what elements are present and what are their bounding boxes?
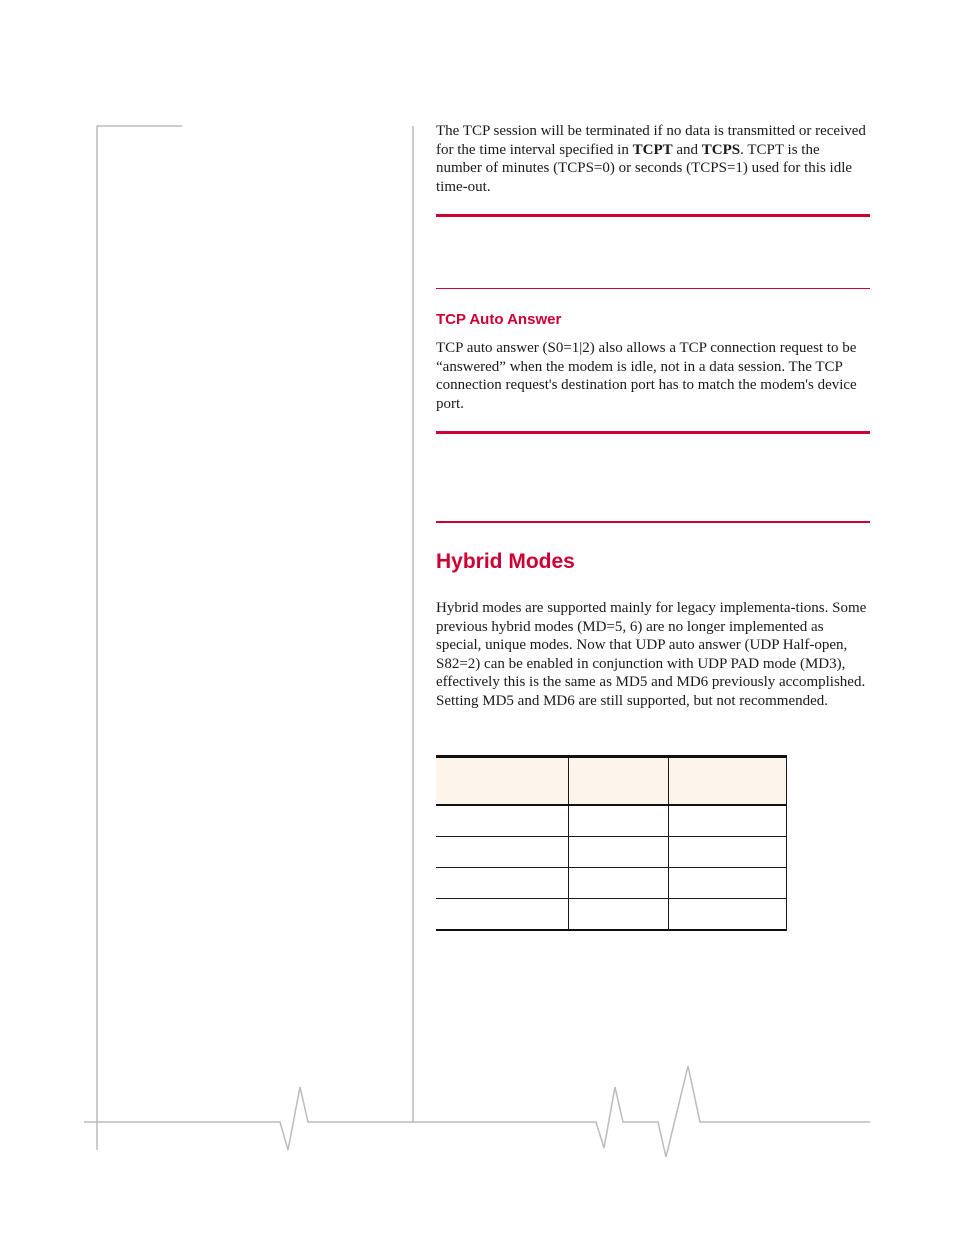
table-cell bbox=[569, 805, 669, 837]
table-cell bbox=[569, 899, 669, 931]
hybrid-modes-heading: Hybrid Modes bbox=[436, 550, 575, 573]
table-cell bbox=[436, 805, 569, 837]
hybrid-modes-paragraph: Hybrid modes are supported mainly for legacy implementa-tions. Some previous hybrid modes (MD=5, 6) are no longer implemented as special, unique modes. Now that UDP auto answer (UDP Half-open, S82=2) can be enabled in conjunction with UDP PAD mode (MD3), effectively this is the same as MD5 and MD6 previously accomplished. Setting MD5 and MD6 are still supported, but not recommended. bbox=[436, 600, 867, 709]
table-cell bbox=[669, 805, 787, 837]
separator-rule-2 bbox=[436, 288, 870, 289]
table-cell bbox=[669, 868, 787, 899]
tcps-bold: TCPS bbox=[701, 141, 741, 158]
footer-pulse-line bbox=[84, 1066, 870, 1157]
table-cell bbox=[436, 868, 569, 899]
tcp-auto-answer-heading: TCP Auto Answer bbox=[436, 311, 562, 328]
separator-rule-1 bbox=[436, 214, 870, 217]
table-row bbox=[436, 868, 787, 899]
table-cell bbox=[436, 899, 569, 931]
table-header-cell bbox=[436, 757, 569, 806]
table-cell bbox=[669, 837, 787, 868]
hybrid-modes-table bbox=[436, 755, 787, 931]
table-header-row bbox=[436, 757, 787, 806]
table-cell bbox=[569, 837, 669, 868]
tcp-auto-answer-paragraph: TCP auto answer (S0=1|2) also allows a TCP connection request to be “answered” when the modem is idle, not in a data session. The TCP connection request's destination port has to match the modem's device port. bbox=[436, 340, 857, 412]
separator-rule-3 bbox=[436, 431, 870, 434]
table-row bbox=[436, 899, 787, 931]
table-row bbox=[436, 837, 787, 868]
table-header-cell bbox=[669, 757, 787, 806]
idle-text-b: and bbox=[672, 141, 702, 158]
idle-timeout-paragraph bbox=[436, 122, 868, 196]
table-cell bbox=[569, 868, 669, 899]
table-cell bbox=[436, 837, 569, 868]
tcpt-bold: TCPT bbox=[632, 141, 673, 158]
idle-text-c: . TCPT is the number of minutes (TCPS=0) or seconds (TCPS=1) used for this idle time-out. bbox=[436, 141, 853, 195]
table-row bbox=[436, 805, 787, 837]
table-header-cell bbox=[569, 757, 669, 806]
separator-rule-4 bbox=[436, 521, 870, 523]
table-cell bbox=[669, 899, 787, 931]
idle-text-a: The TCP session will be terminated if no data is transmitted or received for the time interval specified in bbox=[436, 123, 866, 158]
